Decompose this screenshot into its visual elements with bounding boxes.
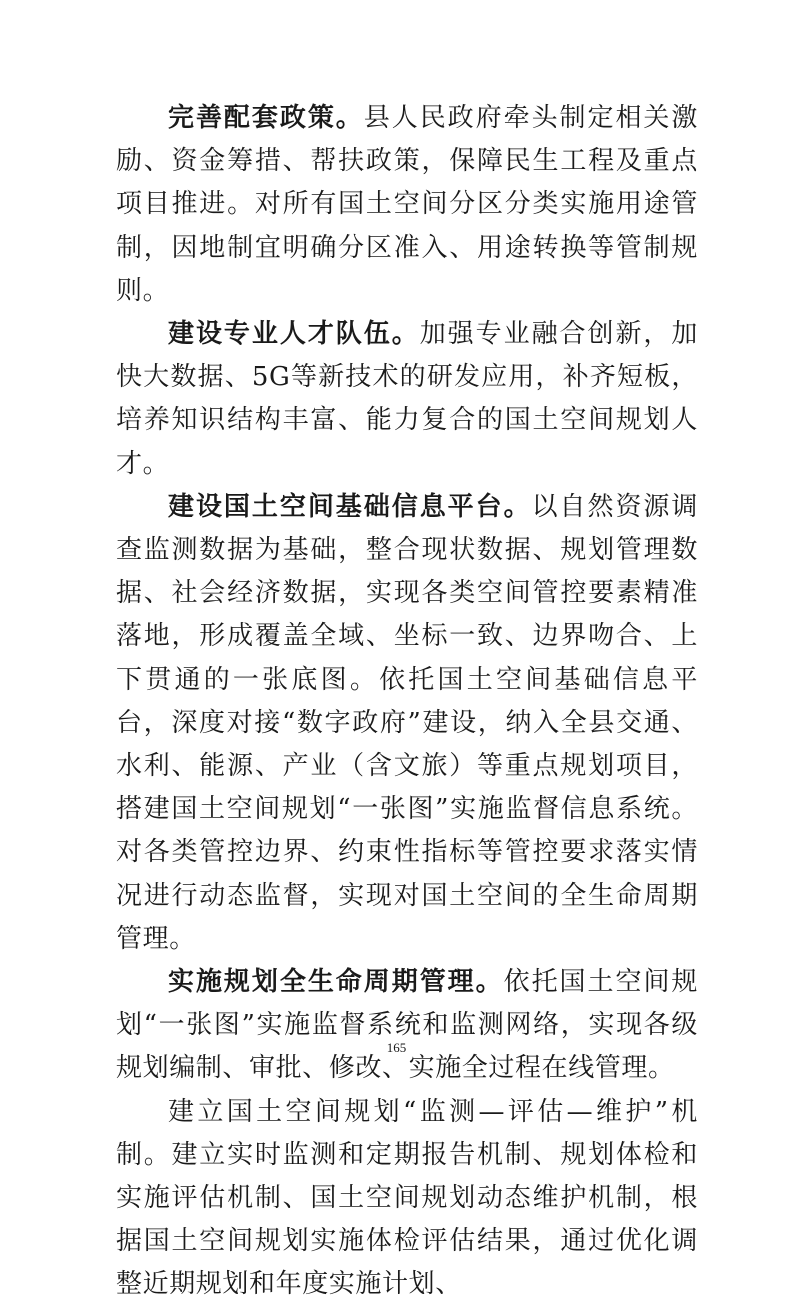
- paragraph-text: 建立国土空间规划“监测—评估—维护”机制。建立实时监测和定期报告机制、规划体检和实施评估机制、国土空间规划动态维护机制，根据国土空间规划实施体检评估结果，通过优化调整近期规划和年度实施计划、: [116, 1096, 698, 1300]
- paragraph-text: 加强专业融合创新，加快大数据、5G等新技术的研发应用，补齐短板，培养知识结构丰富、能力复合的国土空间规划人才。: [116, 319, 698, 479]
- paragraph-talent-team: [116, 313, 698, 486]
- paragraph-text: 县人民政府牵头制定相关激励、资金筹措、帮扶政策，保障民生工程及重点项目推进。对所有国土空间分区分类实施用途管制，因地制宜明确分区准入、用途转换等管制规则。: [116, 103, 698, 306]
- paragraph-monitoring-mechanism: [116, 1091, 698, 1307]
- paragraph-heading: 建设国土空间基础信息平台。: [168, 491, 532, 522]
- paragraph-supporting-policies: [116, 97, 698, 313]
- page-number: 165: [386, 1040, 407, 1055]
- paragraph-heading: 实施规划全生命周期管理。: [168, 967, 504, 998]
- paragraph-text: 依托国土空间规划“一张图”实施监督系统和监测网络，实现各级规划编制、审批、修改、实施全过程在线管理。: [116, 967, 699, 1084]
- paragraph-info-platform: [116, 486, 698, 961]
- paragraph-lifecycle-management: [116, 961, 698, 1091]
- paragraph-heading: 完善配套政策。: [168, 103, 364, 133]
- paragraph-text: 以自然资源调查监测数据为基础，整合现状数据、规划管理数据、社会经济数据，实现各类空间管控要素精准落地，形成覆盖全域、坐标一致、边界吻合、上下贯通的一张底图。依托国土空间基础信息平台，深度对接“数字政府”建设，纳入全县交通、水利、能源、产业（含文旅）等重点规划项目，搭建国土空间规划“一张图”实施监督信息系统。对各类管控边界、约束性指标等管控要求落实情况进行动态监督，实现对国土空间的全生命周期管理。: [116, 491, 698, 954]
- paragraph-heading: 建设专业人才队伍。: [168, 319, 420, 350]
- document-body: [116, 97, 698, 1307]
